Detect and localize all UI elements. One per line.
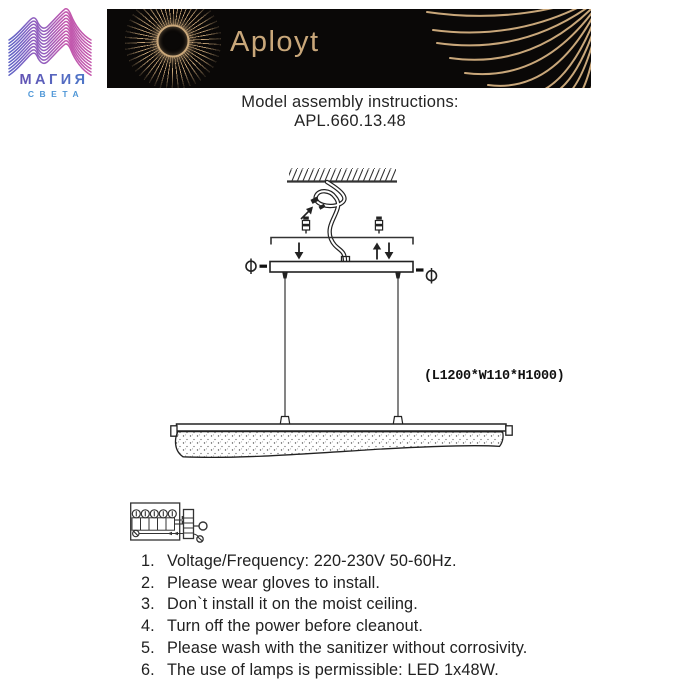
logo-title: МАГИЯ bbox=[19, 72, 89, 88]
item-text: Turn off the power before cleanout. bbox=[167, 617, 424, 636]
item-text: Voltage/Frequency: 220-230V 50-60Hz. bbox=[167, 552, 457, 570]
terminal-block-icon bbox=[125, 496, 240, 552]
brand-banner bbox=[107, 9, 591, 88]
item-number: 2. bbox=[141, 573, 155, 592]
arrow-up-icon bbox=[373, 243, 381, 260]
instruction-item bbox=[141, 638, 527, 660]
item-number: 1. bbox=[141, 552, 155, 570]
item-text: The use of lamps is permissible: LED 1x48W. bbox=[167, 660, 499, 679]
side-screw-icon bbox=[246, 259, 267, 275]
item-text: Please wear gloves to install. bbox=[167, 573, 380, 592]
logo-subtitle: СВЕТА bbox=[27, 89, 85, 99]
item-number: 4. bbox=[141, 617, 155, 636]
instruction-item bbox=[141, 616, 527, 638]
brand-name: Aployt bbox=[230, 26, 320, 58]
item-number: 6. bbox=[141, 660, 155, 679]
instruction-list bbox=[141, 551, 527, 681]
item-number: 3. bbox=[141, 595, 155, 614]
instruction-item bbox=[141, 660, 527, 682]
instruction-item bbox=[141, 551, 527, 573]
wall-anchor-icon bbox=[302, 217, 309, 234]
instruction-item bbox=[141, 573, 527, 595]
item-number: 5. bbox=[141, 638, 155, 657]
item-text: Don`t install it on the moist ceiling. bbox=[167, 595, 418, 614]
heading-line1: Model assembly instructions: bbox=[241, 93, 459, 111]
canopy-icon bbox=[270, 262, 413, 273]
arrow-down-icon bbox=[385, 243, 394, 260]
arrow-down-icon bbox=[295, 243, 304, 260]
sunburst-core bbox=[157, 25, 190, 58]
lamp-bar-icon bbox=[171, 424, 512, 457]
item-text: Please wash with the sanitizer without corrosivity. bbox=[167, 638, 528, 657]
heading-line2: APL.660.13.48 bbox=[294, 111, 406, 130]
assembly-diagram bbox=[150, 150, 570, 480]
heading bbox=[0, 93, 700, 130]
logo-waves-icon bbox=[9, 9, 91, 75]
magia-sveta-logo bbox=[6, 8, 102, 100]
wall-anchor-icon bbox=[375, 217, 382, 234]
suspension-wire-icon bbox=[280, 272, 403, 425]
side-screw-icon bbox=[416, 268, 437, 284]
mounting-bracket-icon bbox=[271, 238, 413, 245]
instruction-item bbox=[141, 594, 527, 616]
ceiling-hatch-icon bbox=[287, 168, 397, 182]
dimension-label: (L1200*W110*H1000) bbox=[424, 369, 565, 384]
